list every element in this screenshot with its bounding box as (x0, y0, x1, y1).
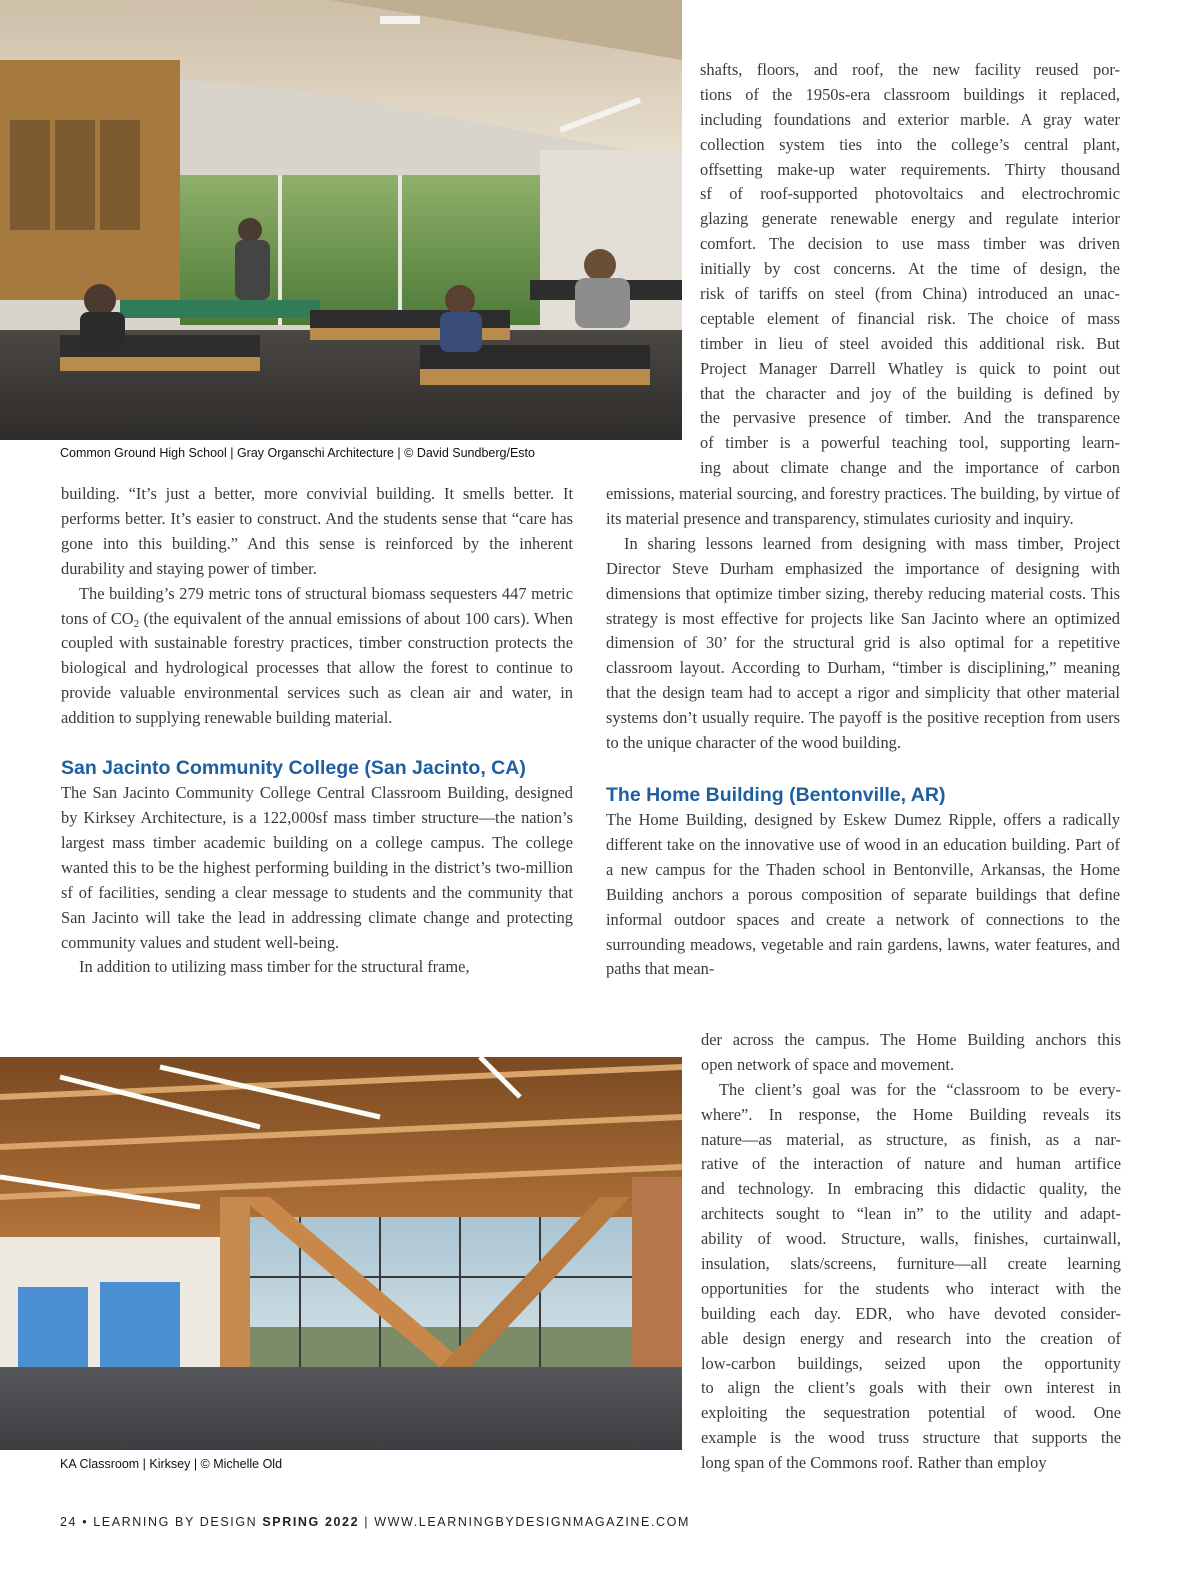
text-line: der across the campus. The Home Building anchors this (701, 1030, 1121, 1049)
text-line: building each day. EDR, who have devoted consider- (701, 1303, 1121, 1323)
text-line: that the character and joy of the building is defined by (700, 383, 1120, 403)
text-line: The client’s goal was for the “classroom to be every- (719, 1079, 1121, 1099)
text-line: offsetting make-up water requirements. Thirty thousand (700, 159, 1120, 179)
magazine-name: LEARNING BY DESIGN (93, 1515, 258, 1529)
left-paragraph-4: In addition to utilizing mass timber for the structural frame, (79, 957, 470, 977)
text-line: the pervasive presence of timber. And the transparence (700, 408, 1120, 428)
text-line: where”. In response, the Home Building reveals its (701, 1104, 1121, 1124)
text-line: architects sought to “lean in” to the utility and adapt- (701, 1204, 1121, 1224)
text-line: shafts, floors, and roof, the new facility reused por- (700, 60, 1120, 79)
text-line: long span of the Commons roof. Rather than employ (701, 1453, 1047, 1473)
issue-name: SPRING 2022 (262, 1515, 360, 1529)
bottom-classroom-photo (0, 1057, 682, 1450)
right-column-top (700, 58, 1120, 481)
text-line: sf of roof-supported photovoltaics and electrochromic (700, 184, 1120, 204)
bottom-photo-caption: KA Classroom | Kirksey | © Michelle Old (60, 1457, 283, 1471)
text-line: risk of tariffs on steel (from China) introduced an unac- (700, 284, 1120, 304)
magazine-url: WWW.LEARNINGBYDESIGNMAGAZINE.COM (374, 1515, 690, 1529)
text-line: ing about climate change and the importance of carbon (700, 458, 1120, 478)
text-line: including foundations and exterior marble. A gray water (700, 109, 1120, 129)
text-line: low-carbon buildings, seized upon the opportunity (701, 1353, 1121, 1373)
left-column (61, 482, 573, 980)
text-line: example is the wood truss structure that supports the (701, 1428, 1121, 1448)
text-line: collection system ties into the college’s central plant, (700, 134, 1120, 154)
right-paragraph-1: emissions, material sourcing, and forestry practices. The building, by virtue of its material presence and transparency, stimulates curiosity and inquiry. (606, 484, 1120, 528)
left-paragraph-3: The San Jacinto Community College Central Classroom Building, designed by Kirksey Architecture, is a 122,000sf mass timber structure—the nation’s largest mass timber academic building on a college campus. The college wanted this to be the highest performing building in the district’s two-million sf of facilities, sending a clear message to students and the community that San Jacinto will take the lead in addressing climate change and protecting community values and student well-being. (61, 783, 573, 952)
text-line: to align the client’s goals with their own interest in (701, 1378, 1121, 1398)
text-line: open network of space and movement. (701, 1054, 955, 1074)
top-photo-caption: Common Ground High School | Gray Organschi Architecture | © David Sundberg/Esto (60, 446, 535, 460)
right-column-bottom (701, 1028, 1121, 1476)
text-line: insulation, slats/screens, furniture—all create learning (701, 1254, 1121, 1274)
text-line: ability of wood. Structure, walls, finishes, curtainwall, (701, 1229, 1121, 1249)
right-paragraph-2: In sharing lessons learned from designing with mass timber, Project Director Steve Durham emphasized the importance of designing with dimensions that optimize timber sizing, thereby reducing material costs. This strategy is most effective for projects like San Jacinto where an optimized dimension of 30’ for the structural grid is also optimal for a repetitive classroom layout. According to Durham, “timber is disciplining,” meaning that the design team had to accept a rigor and simplicity that other material systems don’t usually require. The payoff is the positive reception from users to the unique character of the wood building. (606, 533, 1120, 753)
text-line: able design energy and research into the creation of (701, 1328, 1121, 1348)
text-line: Project Manager Darrell Whatley is quick to point out (700, 358, 1120, 378)
right-paragraph-3: The Home Building, designed by Eskew Dumez Ripple, offers a radically different take on the innovative use of wood in an education building. Part of a new campus for the Thaden school in Bentonville, Arkansas, the Home Building anchors a porous composition of separate buildings that define informal outdoor spaces and create a network of connections to the surrounding meadows, vegetable and rain gardens, lawns, water features, and paths that mean- (606, 809, 1120, 979)
text-line: glazing generate renewable energy and regulate interior (700, 209, 1120, 229)
text-line: tions of the 1950s-era classroom buildings it replaced, (700, 84, 1120, 104)
right-column-mid (606, 482, 1120, 982)
text-line: opportunities for the students who interact with the (701, 1278, 1121, 1298)
home-building-heading: The Home Building (Bentonville, AR) (606, 783, 946, 806)
text-line: initially by cost concerns. At the time of design, the (700, 259, 1120, 279)
text-line: ceptable element of financial risk. The choice of mass (700, 308, 1120, 328)
left-paragraph-2: The building’s 279 metric tons of structural biomass sequesters 447 metric tons of $CO_2$ (the equivalent of the annual emissions of about 100 cars). When coupled with sustainable forestry practices, timber construction protects the biological and hydrological processes that allow the forest to continue to provide valuable environmental services such as clean air and water, in addition to supplying renewable building material. (61, 583, 573, 728)
page-number: 24 (60, 1515, 78, 1529)
text-line: of timber is a powerful teaching tool, supporting learn- (700, 433, 1120, 453)
san-jacinto-heading: San Jacinto Community College (San Jacinto, CA) (61, 757, 526, 780)
text-line: nature—as material, as structure, as finish, as a nar- (701, 1129, 1121, 1149)
page-footer: 24 • LEARNING BY DESIGN SPRING 2022 | WWW.LEARNINGBYDESIGNMAGAZINE.COM (60, 1515, 690, 1529)
text-line: timber in lieu of steel avoided this additional risk. But (700, 333, 1120, 353)
text-line: and technology. In embracing this didactic quality, the (701, 1179, 1121, 1199)
text-line: rative of the interaction of nature and human artifice (701, 1154, 1121, 1174)
text-line: comfort. The decision to use mass timber was driven (700, 234, 1120, 254)
text-line: exploiting the sequestration potential of wood. One (701, 1403, 1121, 1423)
top-classroom-photo (0, 0, 682, 440)
left-paragraph-1: building. “It’s just a better, more convivial building. It smells better. It performs better. It’s easier to construct. And the students sense that “care has gone into this building.” And this sense is reinforced by the inherent durability and staying power of timber. (61, 484, 573, 578)
